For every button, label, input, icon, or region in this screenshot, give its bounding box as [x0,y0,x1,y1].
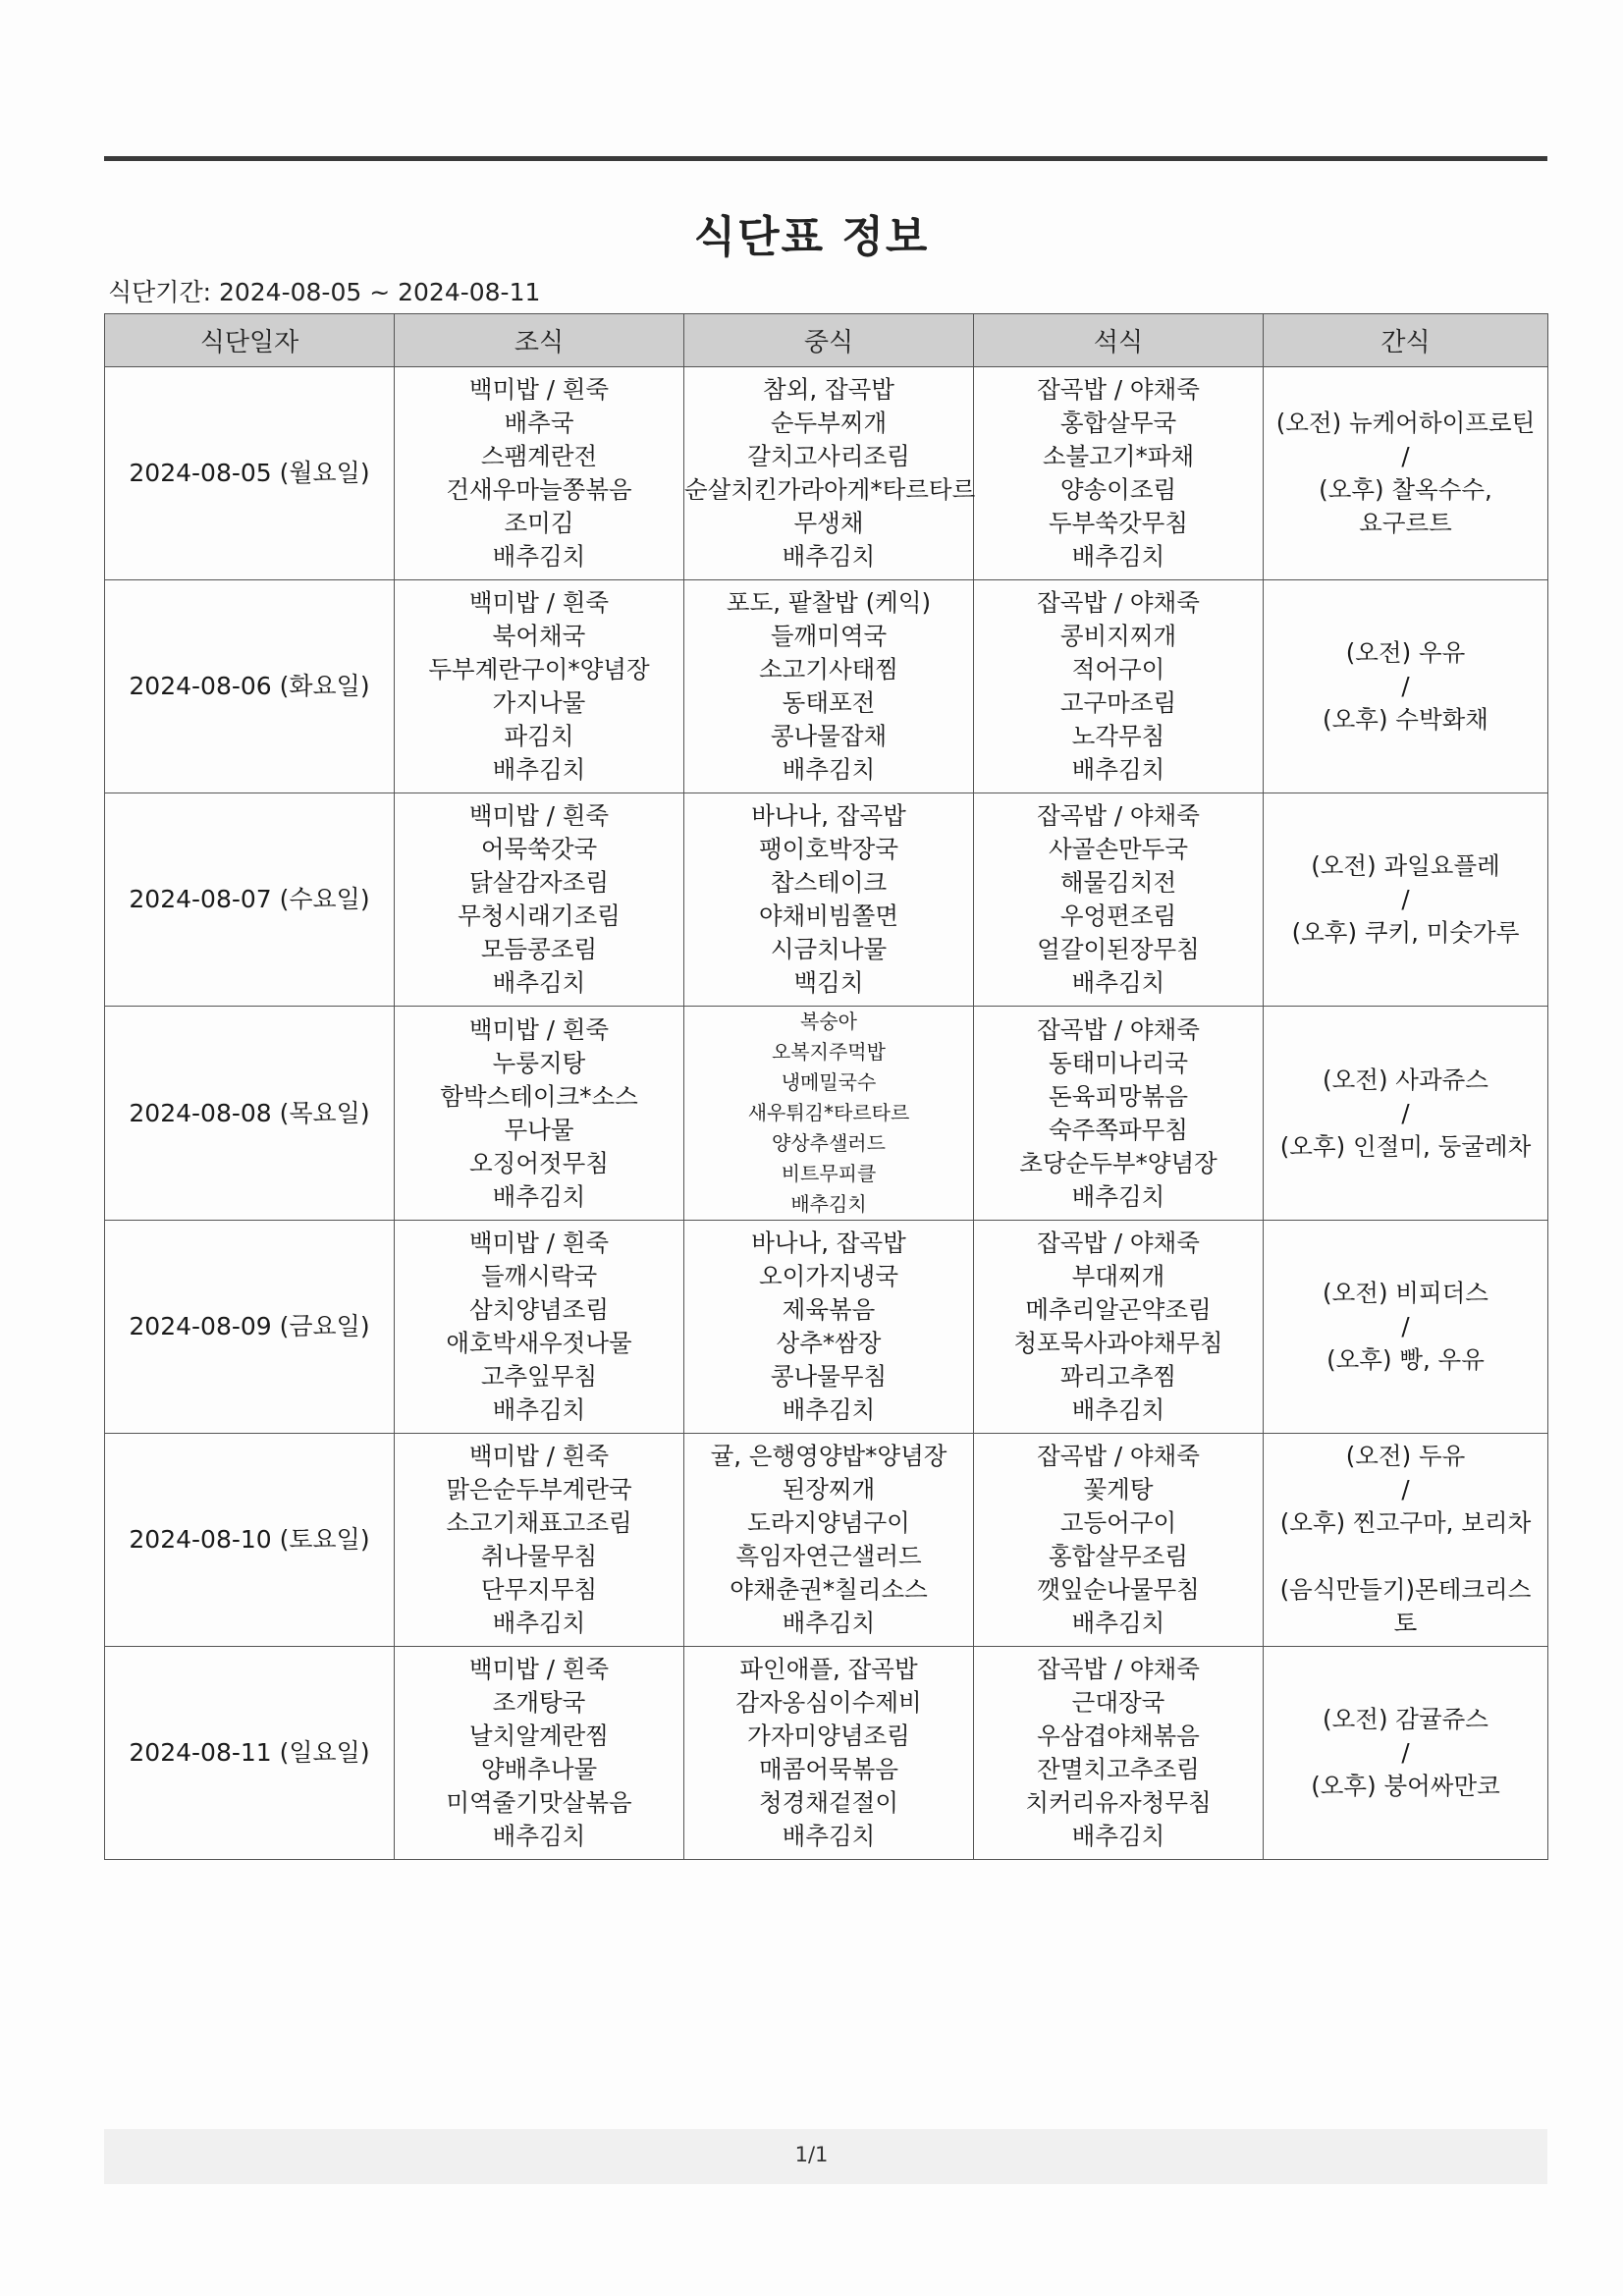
menu-item: 초당순두부*양념장 [1019,1148,1217,1177]
menu-item: 배추김치 [1071,1822,1165,1850]
dinner-cell [974,1647,1264,1860]
menu-item: 백미밥 / 흰죽 [468,1442,610,1470]
menu-item: 무생채 [793,509,864,537]
lunch-cell [684,367,974,580]
menu-item: 부대찌개 [1071,1262,1165,1290]
menu-item: 콩비지찌개 [1059,622,1177,650]
menu-item: 매콤어묵볶음 [758,1755,898,1783]
menu-item: 고구마조림 [1059,688,1177,717]
menu-item: 우삼겹야채볶음 [1037,1722,1200,1750]
menu-item: 요구르트 [1359,509,1452,537]
menu-item: 무청시래기조림 [458,902,621,930]
menu-item: 시금치나물 [770,935,888,963]
menu-item: 배추김치 [782,542,876,571]
menu-item: 근대장국 [1071,1688,1165,1717]
snack-cell [1264,580,1548,793]
menu-item: 해물김치전 [1059,868,1177,897]
menu-item: 사골손만두국 [1048,835,1188,863]
menu-item: 들깨시락국 [480,1262,598,1290]
date-cell: 2024-08-10 (토요일) [105,1434,395,1647]
menu-item: / [1401,885,1410,913]
menu-item: 야채춘권*칠리소스 [730,1575,928,1604]
menu-item: 꽈리고추찜 [1059,1362,1177,1391]
dinner-cell [974,1221,1264,1434]
table-row [105,1647,1548,1860]
dinner-cell [974,1434,1264,1647]
menu-item: 누룽지탕 [492,1048,586,1077]
menu-item: (오전) 두유 [1345,1442,1466,1470]
lunch-cell [684,793,974,1007]
meal-period: 식단기간: 2024-08-05 ~ 2024-08-11 [108,278,541,306]
menu-item: 조미김 [504,509,574,537]
menu-item: 홍합살무국 [1059,409,1177,437]
lunch-cell [684,1647,974,1860]
menu-item: 냉메밀국수 [781,1070,877,1094]
snack-cell [1264,1221,1548,1434]
menu-item: 적어구이 [1071,655,1165,683]
menu-item: 배추김치 [492,1609,586,1637]
lunch-cell [684,1221,974,1434]
table-row [105,1434,1548,1647]
menu-item: 함박스테이크*소스 [440,1081,638,1111]
menu-item: 잡곡밥 / 야채죽 [1037,1442,1200,1470]
menu-item: 치커리유자청무침 [1025,1788,1212,1817]
breakfast-cell [395,1007,684,1221]
breakfast-cell [395,793,684,1007]
menu-item: 감자옹심이수제비 [735,1688,922,1717]
snack-cell [1264,1434,1548,1647]
menu-item: (오후) 수박화채 [1323,705,1488,734]
menu-item: 야채비빔쫄면 [758,902,898,930]
menu-item: 파김치 [504,722,574,750]
menu-item: 홍합살무조림 [1048,1542,1188,1570]
menu-item: 돈육피망볶음 [1048,1081,1188,1111]
menu-item: (오후) 인절미, 둥굴레차 [1279,1131,1532,1161]
menu-item: 우엉편조림 [1059,902,1177,930]
menu-item: 건새우마늘쫑볶음 [446,475,632,504]
lunch-cell [684,580,974,793]
snack-cell [1264,793,1548,1007]
table-row [105,367,1548,580]
menu-item: (음식만들기)몬테크리스 [1279,1575,1532,1604]
menu-item: 두부쑥갓무침 [1048,509,1188,537]
date-cell: 2024-08-08 (목요일) [105,1007,395,1221]
menu-item: 배추김치 [782,1609,876,1637]
menu-item: 청포묵사과야채무침 [1013,1329,1223,1357]
menu-item: (오전) 감귤쥬스 [1323,1705,1488,1733]
menu-item: 갈치고사리조림 [747,442,910,470]
menu-item [1264,1540,1547,1573]
menu-item: 소고기사태찜 [758,655,898,683]
menu-item: 토 [1393,1609,1418,1637]
menu-item: 두부계란구이*양념장 [428,655,650,683]
menu-item: 배추김치 [782,1822,876,1850]
menu-item: 팽이호박장국 [758,835,898,863]
menu-item: 깻잎순나물무침 [1037,1575,1200,1604]
breakfast-cell [395,1647,684,1860]
menu-item: 잡곡밥 / 야채죽 [1037,1655,1200,1683]
menu-item: (오전) 과일요플레 [1311,851,1500,880]
menu-item: 잡곡밥 / 야채죽 [1037,375,1200,404]
menu-item: 순두부찌개 [770,409,888,437]
menu-item: 메추리알곤약조림 [1025,1295,1212,1324]
table-header-row [105,314,1548,367]
menu-item: 백김치 [793,968,864,997]
dinner-cell [974,580,1264,793]
menu-item: 배추국 [504,409,574,437]
menu-item: 배추김치 [782,755,876,784]
menu-item: 동태포전 [782,688,876,717]
menu-item: 포도, 팥찰밥 (케익) [726,588,932,617]
menu-item: 백미밥 / 흰죽 [468,1655,610,1683]
dinner-cell [974,793,1264,1007]
menu-item: / [1401,442,1410,470]
menu-item: 잡곡밥 / 야채죽 [1037,588,1200,617]
menu-item: 배추김치 [1071,542,1165,571]
menu-item: 콩나물무침 [770,1362,888,1391]
menu-item: 청경채겉절이 [758,1788,898,1817]
menu-item: 양상추샐러드 [772,1131,886,1155]
page-title: 식단표 정보 [693,212,930,262]
menu-item: / [1401,672,1410,700]
menu-item: 백미밥 / 흰죽 [468,1229,610,1257]
header-date: 식단일자 [105,314,395,367]
menu-item: 배추김치 [492,968,586,997]
menu-item: (오전) 사과쥬스 [1323,1065,1488,1094]
menu-item: 바나나, 잡곡밥 [751,801,906,830]
table-row [105,793,1548,1007]
lunch-cell [684,1007,974,1221]
header-dinner: 석식 [974,314,1264,367]
menu-item: 모듬콩조림 [480,935,598,963]
menu-item: 삼치양념조림 [468,1295,609,1324]
menu-item: 상추*쌈장 [776,1329,882,1357]
dinner-cell [974,1007,1264,1221]
menu-item: 노각무침 [1071,722,1165,750]
date-cell: 2024-08-11 (일요일) [105,1647,395,1860]
menu-item: 백미밥 / 흰죽 [468,1014,610,1044]
menu-item: 순살치킨가라아게*타르타르 [684,475,976,504]
menu-item: 비트무피클 [781,1162,877,1185]
header-lunch: 중식 [684,314,974,367]
menu-item: 잔멸치고추조림 [1037,1755,1200,1783]
menu-item: 가지나물 [492,688,586,717]
menu-item: (오후) 찰옥수수, [1319,475,1492,504]
menu-item: 배추김치 [782,1395,876,1424]
lunch-cell [684,1434,974,1647]
date-cell: 2024-08-09 (금요일) [105,1221,395,1434]
menu-item: 잡곡밥 / 야채죽 [1037,1229,1200,1257]
menu-item: 백미밥 / 흰죽 [468,375,610,404]
header-breakfast: 조식 [395,314,684,367]
menu-item: 얼갈이된장무침 [1037,935,1200,963]
menu-item: 된장찌개 [782,1475,876,1503]
menu-item: 가자미양념조림 [747,1722,910,1750]
menu-item: 배추김치 [492,542,586,571]
menu-item: 취나물무침 [480,1542,598,1570]
table-body [105,367,1548,1860]
snack-cell [1264,367,1548,580]
menu-item: (오후) 쿠키, 미숫가루 [1291,918,1520,947]
snack-cell [1264,1007,1548,1221]
menu-item: (오전) 뉴케어하이프로틴 [1275,409,1536,437]
menu-item: 애호박새우젓나물 [446,1329,632,1357]
menu-item: 오복지주먹밥 [772,1040,886,1064]
menu-item: 제육볶음 [782,1295,876,1324]
menu-item: 배추김치 [492,755,586,784]
menu-item: 숙주쪽파무침 [1048,1115,1188,1144]
menu-item: 배추김치 [1071,1181,1165,1211]
menu-item: 찹스테이크 [770,868,888,897]
dinner-cell [974,367,1264,580]
menu-item: 배추김치 [492,1822,586,1850]
menu-item: 바나나, 잡곡밥 [751,1229,906,1257]
menu-item: 닭살감자조림 [468,868,609,897]
menu-item: 배추김치 [1071,1609,1165,1637]
menu-item: 고등어구이 [1059,1508,1177,1537]
menu-item: 배추김치 [1071,1395,1165,1424]
menu-item: 스팸계란전 [480,442,598,470]
date-cell: 2024-08-06 (화요일) [105,580,395,793]
top-rule [104,156,1547,161]
menu-item: 참외, 잡곡밥 [763,375,894,404]
menu-item: 백미밥 / 흰죽 [468,801,610,830]
page-number: 1/1 [794,2143,829,2166]
menu-item: 배추김치 [1071,755,1165,784]
breakfast-cell [395,367,684,580]
menu-item: (오후) 빵, 우유 [1326,1345,1485,1374]
menu-item: 북어채국 [492,622,586,650]
date-cell: 2024-08-05 (월요일) [105,367,395,580]
menu-item: 단무지무침 [480,1575,598,1604]
menu-item: 귤, 은행영양밥*양념장 [710,1442,947,1470]
menu-item: (오후) 찐고구마, 보리차 [1279,1508,1532,1537]
menu-item: 고추잎무침 [480,1362,598,1391]
menu-item: 배추김치 [492,1395,586,1424]
menu-item: 꽃게탕 [1083,1475,1154,1503]
menu-item: / [1401,1098,1410,1127]
menu-item: 잡곡밥 / 야채죽 [1037,801,1200,830]
breakfast-cell [395,1221,684,1434]
menu-item: 콩나물잡채 [770,722,888,750]
menu-item: 무나물 [504,1115,574,1144]
menu-item: 오이가지냉국 [758,1262,898,1290]
date-cell: 2024-08-07 (수요일) [105,793,395,1007]
table-row [105,1007,1548,1221]
menu-item: 양송이조림 [1059,475,1177,504]
menu-item: 흑임자연근샐러드 [735,1542,922,1570]
menu-item: 배추김치 [492,1181,586,1211]
menu-item: (오전) 비피더스 [1323,1279,1488,1307]
menu-item: / [1401,1738,1410,1767]
meal-table [104,313,1548,1860]
header-snack: 간식 [1264,314,1548,367]
menu-item: 새우튀김*타르타르 [747,1101,910,1124]
menu-item: (오후) 붕어싸만코 [1311,1772,1500,1800]
menu-item: 잡곡밥 / 야채죽 [1037,1014,1200,1044]
breakfast-cell [395,580,684,793]
menu-item: 양배추나물 [480,1755,598,1783]
menu-item: 어묵쑥갓국 [480,835,598,863]
menu-item: (오전) 우유 [1345,638,1466,667]
menu-item: 도라지양념구이 [747,1508,910,1537]
menu-item: 날치알계란찜 [468,1722,609,1750]
menu-item: 맑은순두부계란국 [446,1475,632,1503]
table-row [105,580,1548,793]
menu-item: 배추김치 [1071,968,1165,997]
menu-item: 오징어젓무침 [468,1148,609,1177]
menu-item: 배추김치 [790,1192,867,1216]
menu-item: 동태미나리국 [1048,1048,1188,1077]
menu-item: / [1401,1475,1410,1503]
menu-item: 들깨미역국 [770,622,888,650]
menu-item: / [1401,1312,1410,1340]
menu-item: 파인애플, 잡곡밥 [739,1655,918,1683]
menu-item: 소고기채표고조림 [446,1508,632,1537]
table-row [105,1221,1548,1434]
menu-item: 조개탕국 [492,1688,586,1717]
menu-item: 미역줄기맛살볶음 [446,1788,632,1817]
menu-item: 백미밥 / 흰죽 [468,588,610,617]
breakfast-cell [395,1434,684,1647]
snack-cell [1264,1647,1548,1860]
menu-item: 복숭아 [800,1010,857,1033]
menu-item: 소불고기*파채 [1042,442,1195,470]
